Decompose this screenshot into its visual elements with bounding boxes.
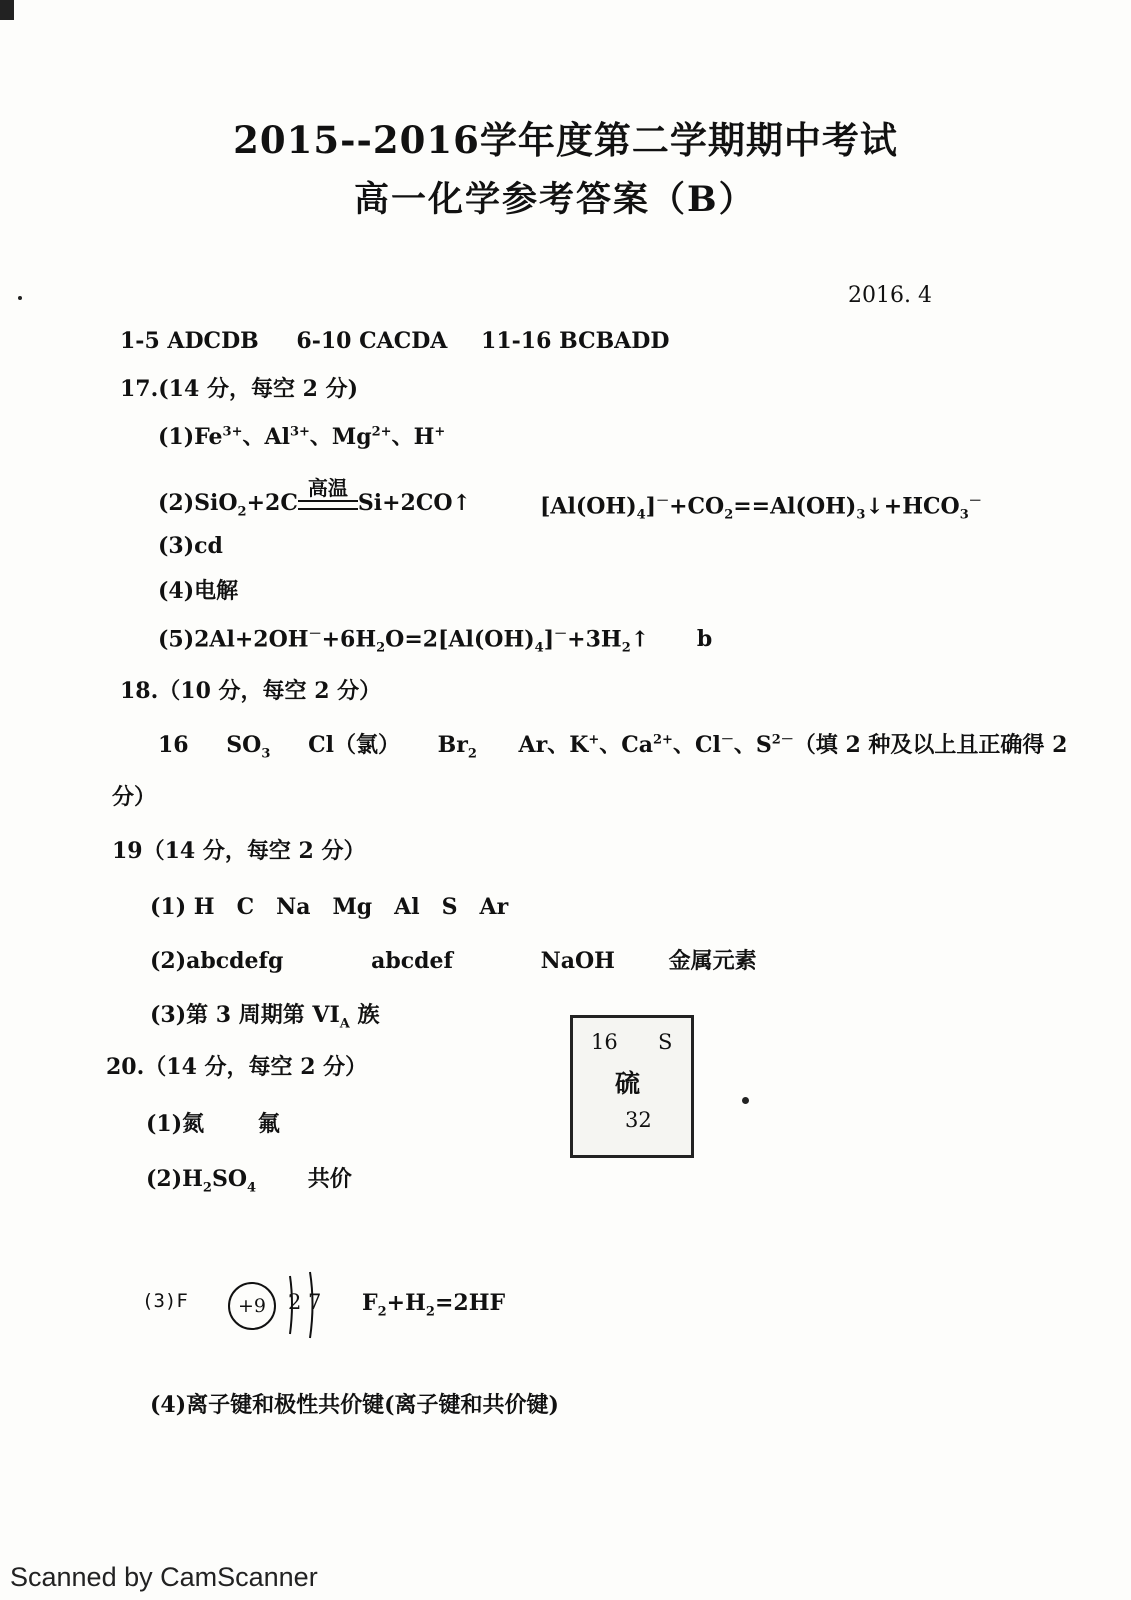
q17-part5 [158,623,712,656]
subscript: 4 [247,1180,257,1196]
text: +6H [321,626,377,653]
charge: 2+ [371,424,392,440]
answer: (2)abcdefg [150,948,284,974]
note: （填 2 种及以上且正确得 2 [793,732,1068,758]
scan-dot [18,296,22,300]
charge: 2－ [771,732,794,748]
q17-part4: (4)电解 [158,578,239,604]
answer [437,732,477,762]
mc-group-1: 1-5 ADCDB [120,328,259,354]
text: 、H [391,424,435,450]
q18-note-cont: 分） [112,784,157,810]
subscript: 2 [724,507,734,523]
page-subtitle: 高一化学参考答案（B） [354,179,756,220]
q18-header: 18.（10 分，每空 2 分） [120,678,382,704]
atom-label: (3)F [142,1290,188,1312]
q18-answers [158,728,1067,761]
charge: 3+ [289,424,310,440]
text: 、Cl [672,732,721,758]
charge: － [554,627,568,642]
subscript: 2 [237,504,247,520]
q17-header: 17.(14 分，每空 2 分) [120,376,358,402]
text: ] [645,493,657,520]
element-card-sulfur [570,1015,694,1158]
scan-dot [742,1097,749,1104]
text: (1)Fe [158,424,223,450]
subscript: 2 [425,1304,435,1320]
text: 、S [733,732,772,758]
shell-2-electrons: 7 [308,1290,322,1314]
answer: NaOH [540,948,615,974]
text: =2HF [434,1290,506,1316]
text: ↓+HCO [865,493,960,520]
atomic-mass: 32 [625,1108,652,1132]
text: +CO [669,493,725,520]
subscript: 2 [202,1180,212,1196]
nucleus: +9 [228,1282,276,1330]
q19-part3 [150,998,380,1031]
atomic-number: 16 [591,1030,618,1054]
answer: (1)氮 [146,1111,205,1137]
charge: － [656,494,670,509]
text: 、Al [242,424,290,450]
q17-part1 [158,420,445,451]
q20-part1 [146,1107,280,1138]
subscript: 2 [467,746,477,762]
answer: 共价 [307,1166,352,1192]
subscript: 4 [534,640,544,656]
charge: 2+ [653,732,673,748]
watermark: Scanned by CamScanner [10,1562,318,1592]
mc-group-2: 6-10 CACDA [296,328,448,354]
text: F [362,1290,378,1316]
q20-part3-eq [362,1290,505,1319]
subscript: 2 [621,640,631,656]
text: SO [211,1166,248,1192]
subscript: 4 [636,507,646,523]
q20-part2 [146,1162,352,1195]
subscript: 3 [261,746,271,762]
text: 族 [349,1002,380,1028]
q17-part2-eq2 [540,490,982,523]
q19-part2 [150,944,757,975]
mc-group-3: 11-16 BCBADD [481,328,670,354]
text: (3)第 3 周期第 VI [150,1002,340,1028]
mc-answers [120,328,669,354]
text: SO [226,732,262,758]
text: Ar、K [518,732,589,758]
text: [Al(OH) [540,493,637,520]
subscript: 2 [377,1304,387,1320]
q20-part4: (4)离子键和极性共价键(离子键和共价键) [150,1392,559,1418]
text: +3H [567,626,622,653]
reaction-condition [298,476,358,510]
date: 2016. 4 [848,283,932,308]
charge: 3+ [222,424,243,440]
text: (5)2Al+2OH [158,626,309,653]
subscript: 2 [376,640,386,656]
double-bar [298,500,358,510]
q17-part3: (3)cd [158,533,223,559]
answer: b [696,626,713,653]
text: 、Mg [309,424,372,450]
subscript: 3 [959,507,969,523]
text: (2)SiO [158,490,238,516]
charge: － [968,494,982,509]
q20-header: 20.（14 分，每空 2 分） [106,1054,368,1080]
text: O=2[Al(OH) [385,626,535,653]
answer [519,732,1068,758]
answer: Cl（氯） [308,732,400,758]
text: Si+2CO↑ [357,490,471,516]
charge: + [434,424,446,440]
element-name: 硫 [615,1069,641,1098]
page-title: 2015--2016学年度第二学期期中考试 [233,118,898,162]
text: ↑ [630,626,650,653]
text: +2C [246,490,298,516]
text: +H [386,1290,426,1316]
text: Br [437,732,468,758]
answer: 氟 [257,1111,280,1137]
answer: 16 [158,732,189,758]
charge: + [588,732,600,748]
answer [226,732,271,762]
element-symbol: S [658,1030,673,1054]
q19-header: 19（14 分，每空 2 分） [112,838,366,864]
charge: － [308,627,322,642]
q17-part2-eq1 [158,476,471,520]
condition-label: 高温 [307,476,348,500]
subscript: A [339,1016,350,1032]
scan-mark [0,0,14,20]
answer: 金属元素 [668,948,757,974]
text: ] [543,626,555,653]
text: 、Ca [599,732,653,758]
text: ==Al(OH) [733,493,857,520]
text: (2)H [146,1166,203,1192]
subscript: 3 [856,507,866,523]
answer: abcdef [371,948,453,974]
q19-part1: (1) H C Na Mg Al S Ar [150,894,509,920]
charge: － [720,732,734,748]
shell-1-electrons: 2 [288,1290,302,1314]
